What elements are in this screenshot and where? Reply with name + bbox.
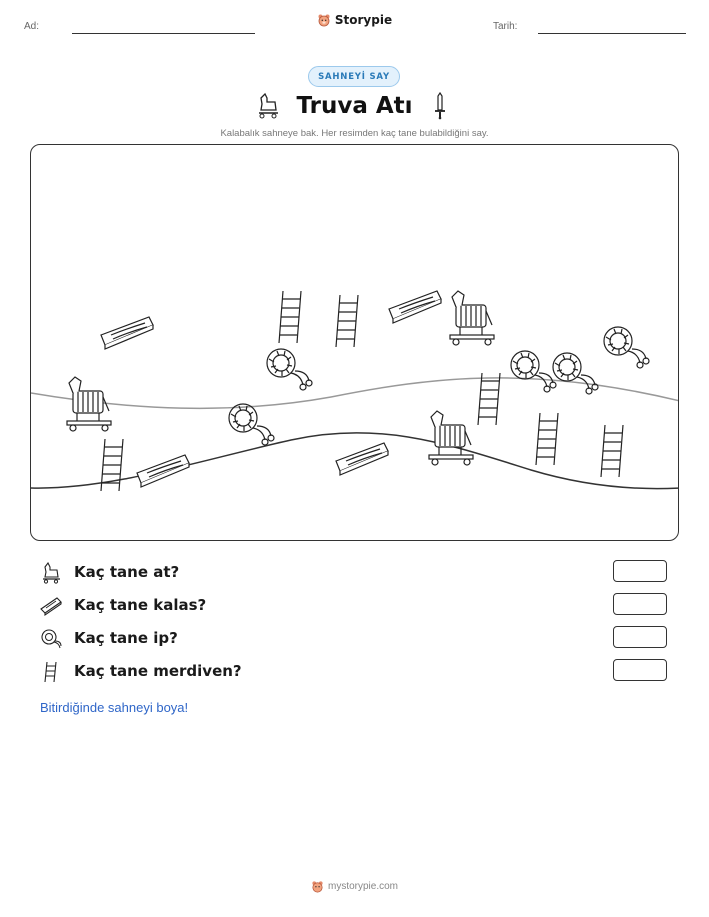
horse-figure xyxy=(67,377,111,431)
rope-figure xyxy=(604,327,649,368)
date-line[interactable] xyxy=(538,33,686,34)
plank-icon xyxy=(40,595,62,617)
question-plank xyxy=(40,593,680,619)
question-text: Kaç tane at? xyxy=(74,563,180,581)
ladder-figure xyxy=(478,373,500,425)
instructions: Kalabalık sahneye bak. Her resimden kaç tane bulabildiğini say. xyxy=(220,128,489,139)
answer-box[interactable] xyxy=(613,593,667,615)
answer-box[interactable] xyxy=(613,626,667,648)
counting-scene xyxy=(30,144,679,541)
ladder-figure xyxy=(601,425,623,477)
ladder-figure xyxy=(536,413,558,465)
ladder-icon xyxy=(40,661,62,683)
page-title: Truva Atı xyxy=(296,93,413,119)
ladder-figure xyxy=(279,291,301,343)
rope-figure xyxy=(511,351,556,392)
horse-figure xyxy=(450,291,494,345)
name-line[interactable] xyxy=(72,33,255,34)
bear-icon xyxy=(317,13,331,27)
ladder-figure xyxy=(101,439,123,491)
footer xyxy=(0,880,709,893)
finish-instruction: Bitirdiğinde sahneyi boya! xyxy=(40,700,189,715)
footer-url[interactable]: mystorypie.com xyxy=(327,881,398,892)
name-label: Ad: xyxy=(24,21,40,32)
question-text: Kaç tane kalas? xyxy=(74,596,207,614)
bear-icon xyxy=(311,880,324,893)
rope-icon xyxy=(40,628,62,650)
question-text: Kaç tane merdiven? xyxy=(74,662,242,680)
date-label: Tarih: xyxy=(493,21,518,32)
question-text: Kaç tane ip? xyxy=(74,629,178,647)
rope-figure xyxy=(267,349,312,390)
horse-icon xyxy=(40,562,62,584)
plank-figure xyxy=(137,455,189,487)
plank-figure xyxy=(389,291,441,323)
hill-line xyxy=(31,378,679,408)
brand-logo xyxy=(0,13,709,27)
plank-figure xyxy=(336,443,388,475)
brand-name: Storypie xyxy=(334,13,393,27)
sword-icon xyxy=(433,92,447,124)
rope-figure xyxy=(553,353,598,394)
question-rope xyxy=(40,626,680,652)
answer-box[interactable] xyxy=(613,560,667,582)
horse-figure xyxy=(429,411,473,465)
ladder-figure xyxy=(336,295,358,347)
question-ladder xyxy=(40,659,680,685)
activity-badge: SAHNEYİ SAY xyxy=(308,66,400,87)
plank-figure xyxy=(101,317,153,349)
question-horse xyxy=(40,560,680,586)
rope-figure xyxy=(229,404,274,445)
answer-box[interactable] xyxy=(613,659,667,681)
